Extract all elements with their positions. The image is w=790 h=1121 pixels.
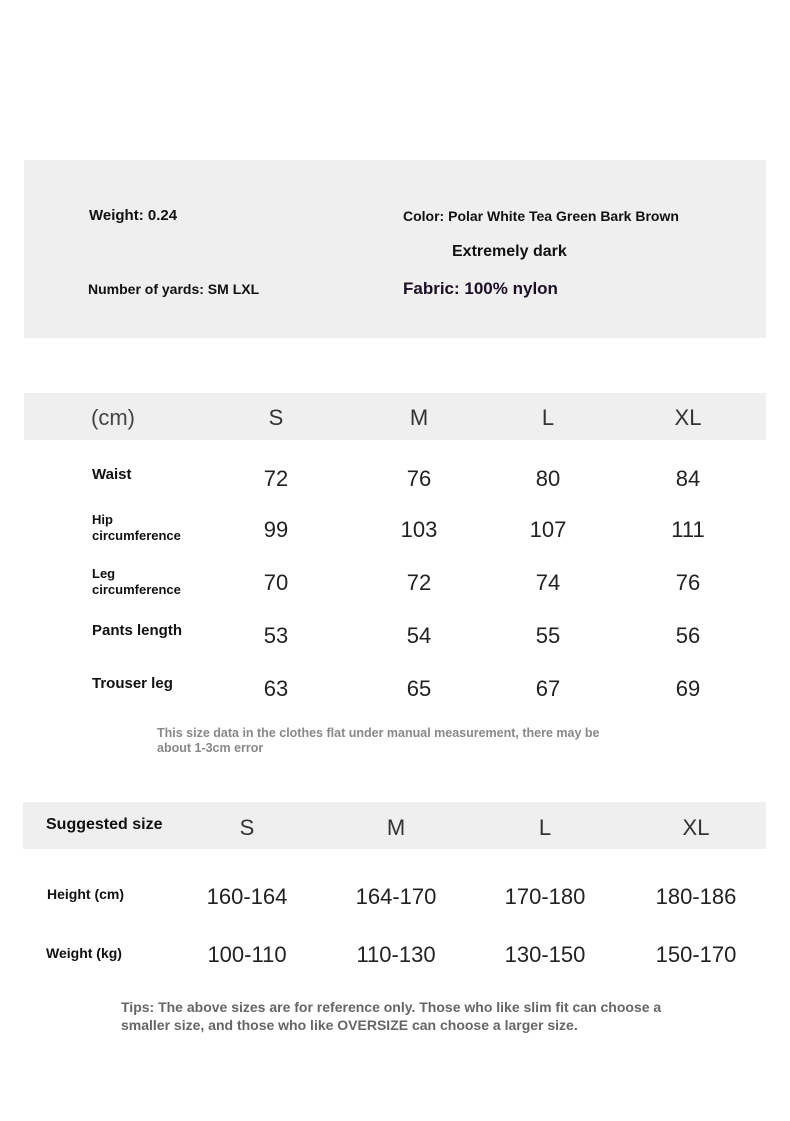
table-cell: 72 [263, 466, 289, 491]
size-table-header [24, 393, 766, 440]
table-cell: 54 [406, 623, 432, 648]
row-label-line: Hip [92, 512, 113, 527]
table-cell: 103 [400, 517, 438, 542]
suggest-header-m: M [386, 815, 406, 840]
suggested-size-label: Suggested size [46, 816, 163, 833]
row-label-waist: Waist [92, 466, 132, 483]
table-cell: 56 [675, 623, 701, 648]
table-cell: 150-170 [655, 942, 737, 967]
note-line: about 1-3cm error [157, 741, 264, 755]
row-label-height: Height (cm) [47, 886, 124, 902]
table-cell: 180-186 [655, 884, 737, 909]
size-header-xl: XL [674, 405, 702, 430]
row-label-line: circumference [92, 528, 181, 543]
table-cell: 160-164 [206, 884, 288, 909]
table-cell: 76 [675, 570, 701, 595]
table-cell: 99 [263, 517, 289, 542]
table-cell: 100-110 [207, 942, 287, 967]
size-header-s: S [268, 405, 284, 430]
row-label-line: Leg [92, 566, 116, 581]
tips-line: Tips: The above sizes are for reference only. Those who like slim fit can choose a [121, 999, 662, 1015]
table-cell: 72 [406, 570, 432, 595]
row-label-weight: Weight (kg) [46, 945, 122, 961]
fabric-info: Fabric: 100% nylon [403, 279, 558, 298]
tips-line: smaller size, and those who like OVERSIZE can choose a larger size. [121, 1017, 578, 1033]
table-cell: 70 [263, 570, 289, 595]
table-cell: 69 [675, 676, 701, 701]
table-cell: 76 [406, 466, 432, 491]
table-cell: 130-150 [504, 942, 586, 967]
table-cell: 170-180 [504, 884, 586, 909]
color-info: Color: Polar White Tea Green Bark Brown [403, 208, 679, 224]
suggest-header-xl: XL [682, 815, 710, 840]
unit-header: (cm) [91, 405, 135, 430]
measurement-note [157, 726, 657, 756]
table-cell: 65 [406, 676, 432, 701]
note-line: This size data in the clothes flat under manual measurement, there may be [157, 726, 600, 740]
table-cell: 80 [535, 466, 561, 491]
table-cell: 53 [263, 623, 289, 648]
table-cell: 107 [529, 517, 567, 542]
weight-info: Weight: 0.24 [89, 207, 178, 224]
row-label-trouser-leg: Trouser leg [92, 675, 173, 692]
yards-info: Number of yards: SM LXL [88, 281, 260, 297]
table-cell: 55 [535, 623, 561, 648]
suggest-header-s: S [239, 815, 255, 840]
table-cell: 63 [263, 676, 289, 701]
product-info-panel [24, 160, 766, 338]
row-label-hip [92, 512, 181, 544]
color-extra-info: Extremely dark [452, 243, 567, 260]
table-cell: 110-130 [356, 942, 436, 967]
table-cell: 84 [675, 466, 701, 491]
table-cell: 67 [535, 676, 561, 701]
size-header-m: M [409, 405, 429, 430]
row-label-leg [92, 566, 181, 598]
row-label-line: circumference [92, 582, 181, 597]
row-label-pants-length: Pants length [92, 622, 183, 639]
size-header-l: L [541, 405, 555, 430]
table-cell: 111 [671, 517, 705, 542]
suggest-header-l: L [538, 815, 552, 840]
table-cell: 74 [535, 570, 561, 595]
table-cell: 164-170 [355, 884, 437, 909]
tips-note [121, 998, 701, 1034]
